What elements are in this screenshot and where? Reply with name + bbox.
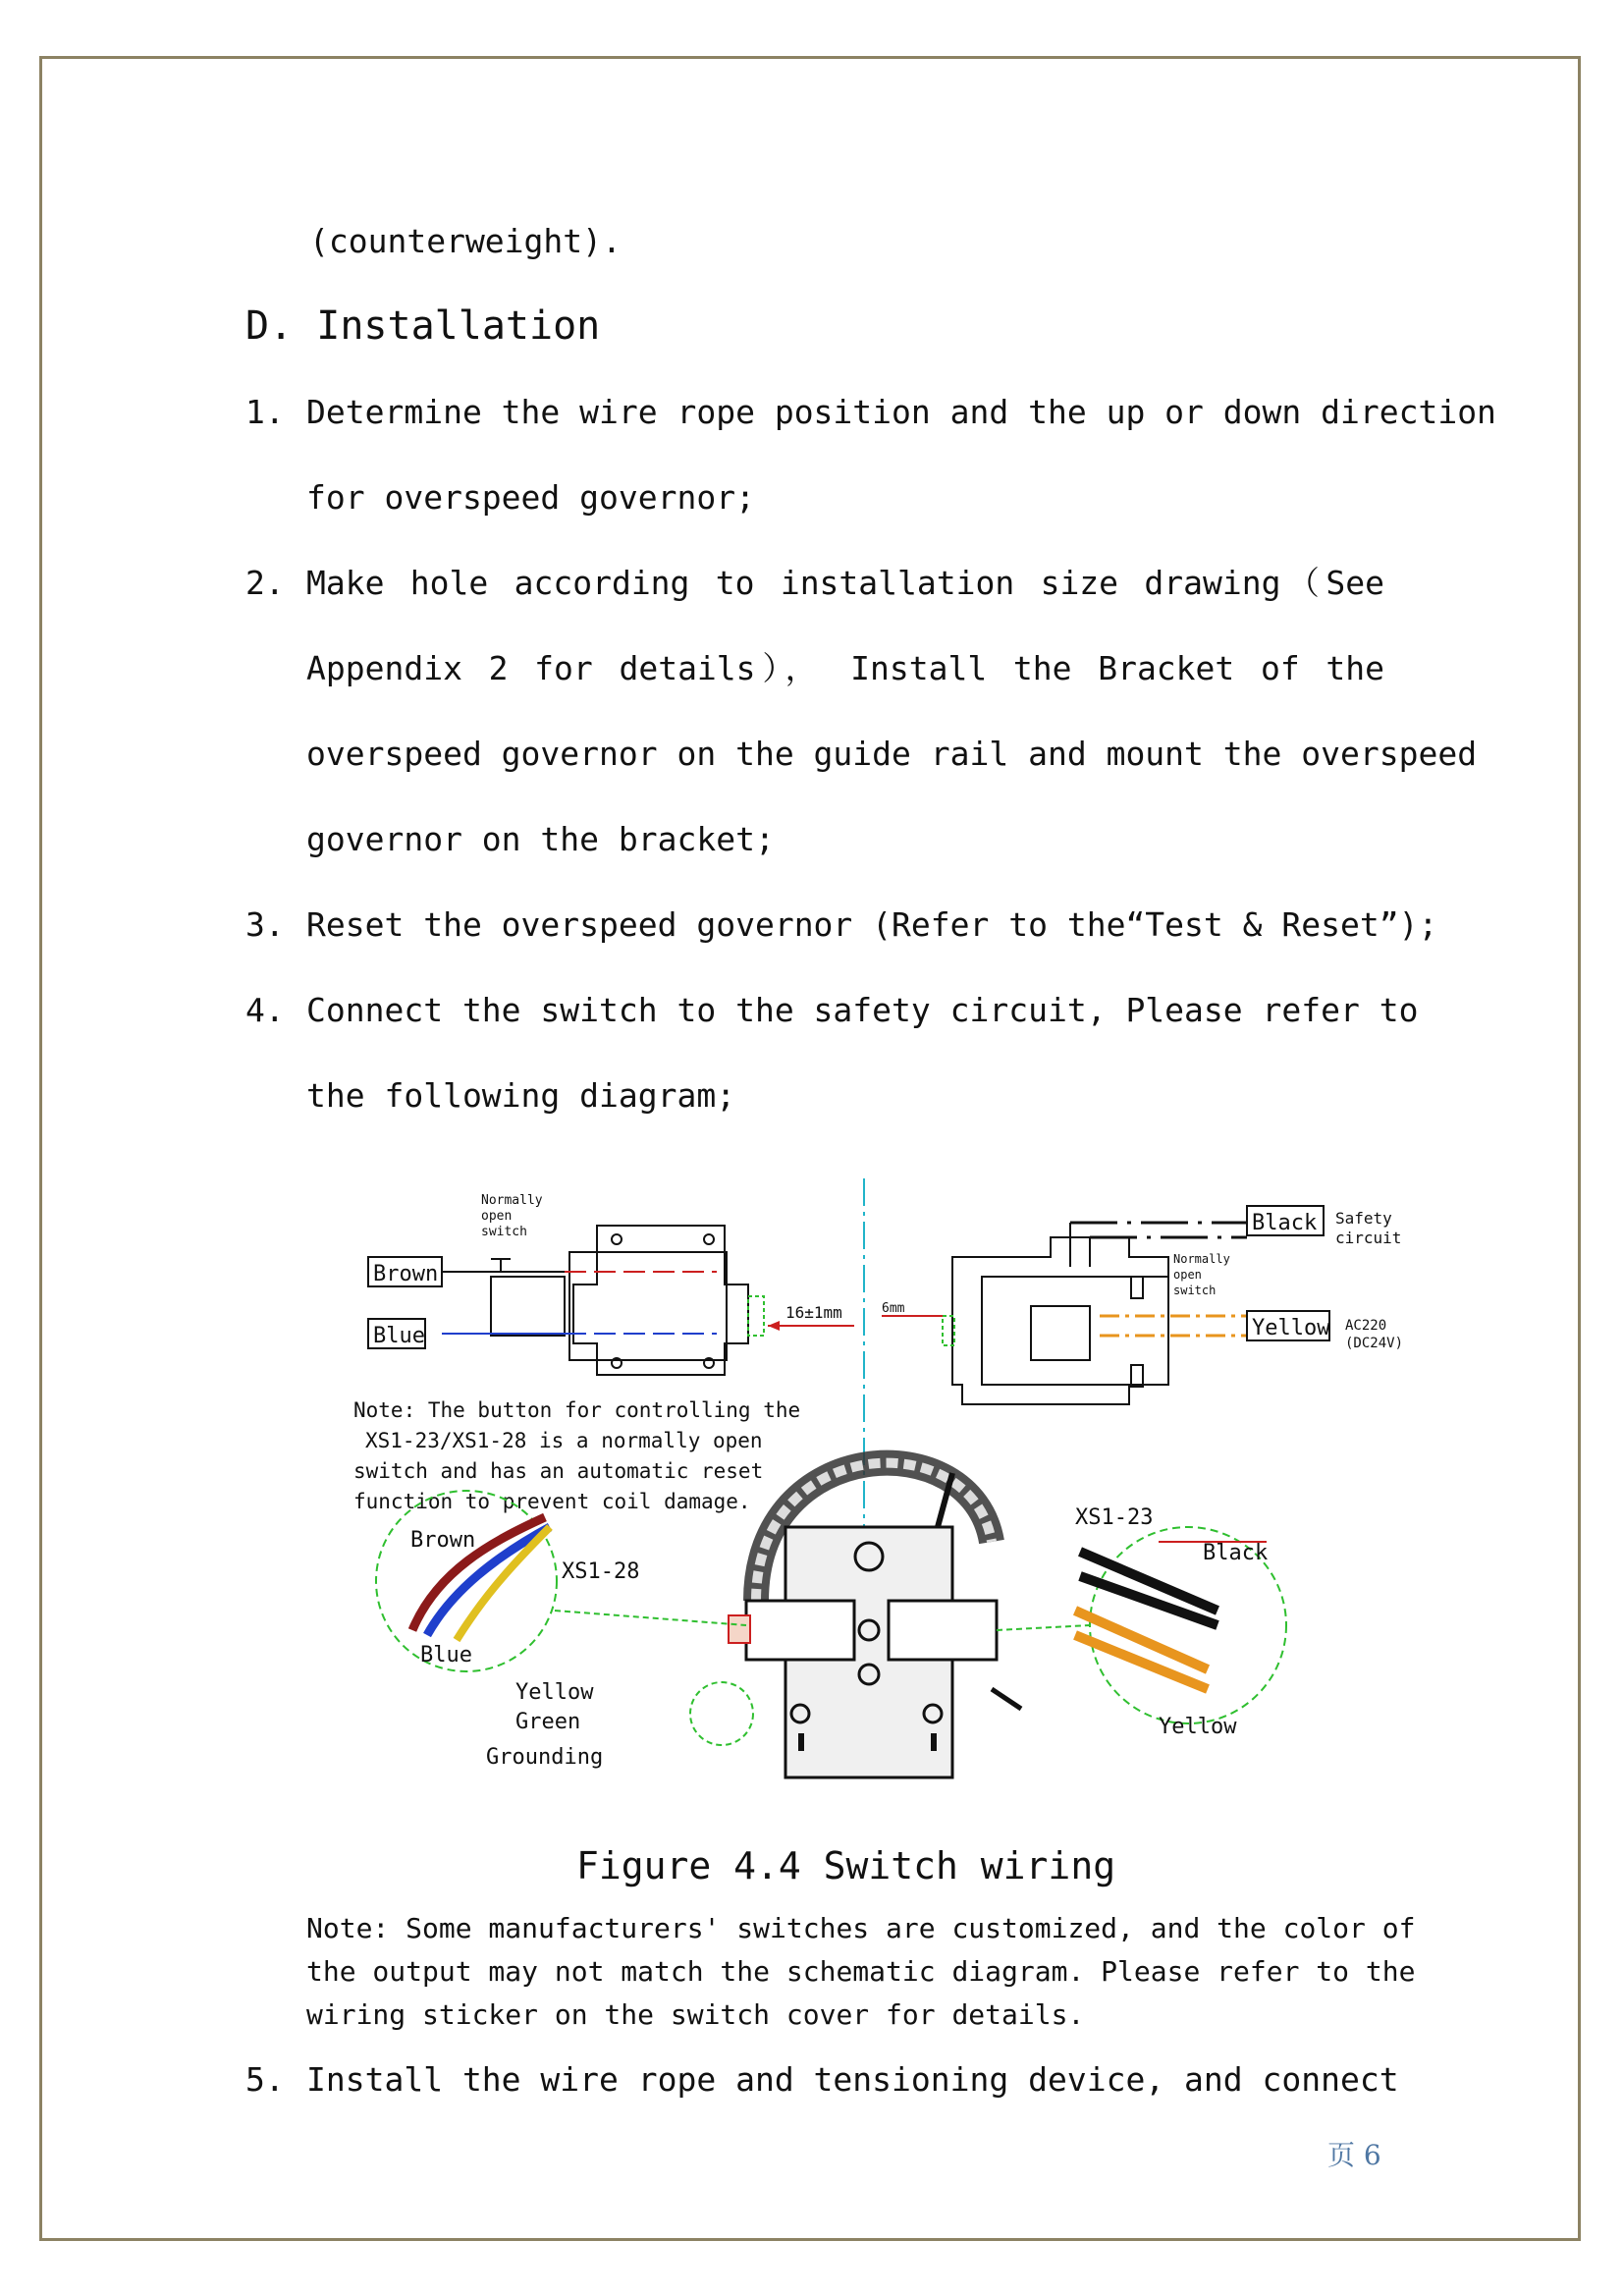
- step-line: Install the wire rope and tensioning device, and connect: [306, 2060, 1399, 2099]
- figure-caption: Figure 4.4 Switch wiring: [576, 1844, 1116, 1887]
- normally-open-label-left: open: [481, 1209, 513, 1224]
- normally-open-label-right: switch: [1173, 1284, 1217, 1297]
- safety-circuit-label: Safety: [1335, 1209, 1392, 1228]
- blue-closeup-label: Blue: [420, 1643, 472, 1667]
- brown-closeup-label: Brown: [410, 1528, 476, 1553]
- figure-note-line: XS1-23/XS1-28 is a normally open: [365, 1429, 763, 1452]
- continued-text: (counterweight).: [309, 222, 622, 260]
- note-line: the output may not match the schematic diagram. Please refer to the: [306, 1955, 1416, 1988]
- step-line: the following diagram;: [306, 1076, 736, 1115]
- callout-connector: [555, 1611, 746, 1625]
- left-switch-drawing: [491, 1226, 764, 1375]
- step-line: Connect the switch to the safety circuit, Please refer to: [306, 991, 1419, 1029]
- step-line: governor on the bracket;: [306, 820, 775, 858]
- yellow-green-label: Yellow: [515, 1680, 594, 1705]
- normally-open-label-right: Normally: [1173, 1252, 1230, 1266]
- brown-label: Brown: [373, 1262, 439, 1286]
- yellow-label: Yellow: [1252, 1316, 1330, 1340]
- voltage-label: AC220: [1345, 1318, 1387, 1334]
- figure-note-line: Note: The button for controlling the: [353, 1398, 801, 1422]
- step-line: for overspeed governor;: [306, 478, 755, 517]
- step-line: overspeed governor on the guide rail and mount the overspeed: [306, 735, 1478, 773]
- switch-wiring-diagram: [344, 1178, 1424, 1787]
- step-line: Determine the wire rope position and the up or down direction: [306, 393, 1496, 431]
- callout-circle-ground: [690, 1682, 753, 1745]
- step-number: 4.: [245, 991, 285, 1029]
- step-line: Make hole according to installation size drawing（See: [306, 564, 1384, 602]
- step-number: 5.: [245, 2060, 285, 2099]
- step-line: Appendix 2 for details）， Install the Bracket of the: [306, 649, 1384, 687]
- gap-label: 6mm: [882, 1301, 905, 1316]
- note-line: wiring sticker on the switch cover for details.: [306, 1998, 1085, 2031]
- grounding-label: Grounding: [486, 1745, 604, 1770]
- figure-note-line: switch and has an automatic reset: [353, 1459, 764, 1483]
- dimension-arrow: [768, 1321, 780, 1331]
- safety-circuit-label: circuit: [1335, 1229, 1402, 1247]
- black-closeup-label: Black: [1203, 1541, 1269, 1565]
- blue-label: Blue: [373, 1324, 425, 1348]
- step-number: 3.: [245, 905, 285, 944]
- note-line: Note: Some manufacturers' switches are customized, and the color of: [306, 1912, 1416, 1944]
- governor-assembly-drawing: [729, 1463, 1021, 1777]
- normally-open-label-right: open: [1173, 1268, 1202, 1282]
- voltage-label: (DC24V): [1345, 1336, 1404, 1351]
- yellow-green-label: Green: [515, 1710, 581, 1734]
- page-number: 页 6: [1327, 2139, 1381, 2171]
- normally-open-label-left: switch: [481, 1225, 527, 1239]
- xs1-23-label: XS1-23: [1075, 1505, 1154, 1530]
- dimension-label: 16±1mm: [785, 1303, 842, 1322]
- step-number: 2.: [245, 564, 285, 602]
- black-label: Black: [1252, 1211, 1318, 1235]
- callout-connector: [997, 1625, 1090, 1630]
- right-switch-drawing: [943, 1237, 1168, 1404]
- step-number: 1.: [245, 393, 285, 431]
- section-title: D. Installation: [245, 303, 601, 349]
- normally-open-label-left: Normally: [481, 1193, 543, 1208]
- yellow-closeup-label: Yellow: [1159, 1715, 1237, 1739]
- step-line: Reset the overspeed governor (Refer to the“Test & Reset”);: [306, 905, 1438, 944]
- xs1-28-label: XS1-28: [562, 1559, 640, 1584]
- figure-note-line: function to prevent coil damage.: [353, 1490, 751, 1513]
